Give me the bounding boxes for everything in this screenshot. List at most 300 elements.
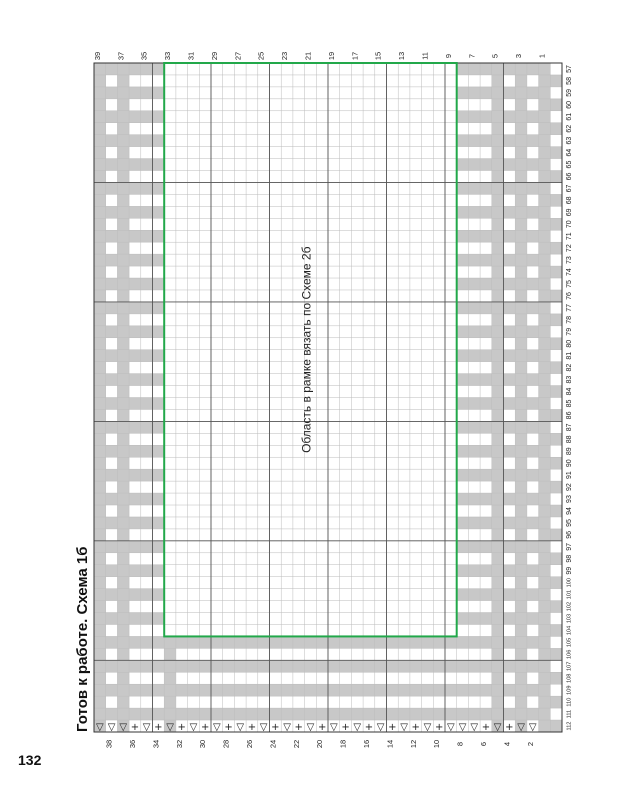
stitch-cell-shaded bbox=[141, 398, 153, 410]
stitch-cell-shaded bbox=[468, 541, 480, 553]
row-label-even: 2 bbox=[525, 741, 535, 747]
stitch-cell-shaded bbox=[94, 565, 106, 577]
stitch-cell-shaded bbox=[422, 708, 434, 720]
stitch-cell-shaded bbox=[457, 636, 469, 648]
stitch-cell-shaded bbox=[527, 135, 539, 147]
stitch-cell-shaded bbox=[550, 409, 562, 421]
stitch-cell-shaded bbox=[129, 445, 141, 457]
stitch-cell-shaded bbox=[398, 708, 410, 720]
stitch-cell-shaded bbox=[515, 266, 527, 278]
stitch-cell-shaded bbox=[211, 684, 223, 696]
stitch-cell-shaded bbox=[515, 636, 527, 648]
stitch-cell-shaded bbox=[305, 636, 317, 648]
stitch-cell-shaded bbox=[457, 87, 469, 99]
stitch-cell-shaded bbox=[457, 541, 469, 553]
stitch-cell-shaded bbox=[515, 326, 527, 338]
stitch-cell-shaded bbox=[129, 708, 141, 720]
row-symbol: ▽ bbox=[470, 722, 479, 734]
stitch-cell-shaded bbox=[515, 206, 527, 218]
column-label: 94 bbox=[565, 507, 573, 515]
stitch-cell-shaded bbox=[468, 350, 480, 362]
stitch-cell-shaded bbox=[539, 493, 551, 505]
stitch-cell-shaded bbox=[504, 374, 516, 386]
stitch-cell-shaded bbox=[550, 386, 562, 398]
stitch-cell-shaded bbox=[129, 660, 141, 672]
stitch-cell-shaded bbox=[515, 553, 527, 565]
row-label-even: 12 bbox=[408, 739, 418, 749]
stitch-cell-shaded bbox=[515, 696, 527, 708]
stitch-cell-shaded bbox=[106, 159, 118, 171]
stitch-cell-shaded bbox=[539, 529, 551, 541]
stitch-cell-shaded bbox=[539, 541, 551, 553]
stitch-cell-shaded bbox=[153, 493, 165, 505]
stitch-cell-shaded bbox=[141, 159, 153, 171]
stitch-cell-shaded bbox=[550, 362, 562, 374]
stitch-cell-shaded bbox=[141, 541, 153, 553]
stitch-cell-shaded bbox=[492, 469, 504, 481]
stitch-cell-shaded bbox=[492, 445, 504, 457]
stitch-cell-shaded bbox=[117, 529, 129, 541]
stitch-cell-shaded bbox=[468, 660, 480, 672]
stitch-cell-shaded bbox=[492, 541, 504, 553]
stitch-cell-shaded bbox=[293, 636, 305, 648]
stitch-cell-shaded bbox=[94, 314, 106, 326]
column-label: 66 bbox=[565, 172, 573, 181]
stitch-cell-shaded bbox=[106, 708, 118, 720]
row-label-odd: 19 bbox=[326, 51, 336, 61]
stitch-cell-shaded bbox=[94, 147, 106, 159]
stitch-cell-shaded bbox=[515, 517, 527, 529]
stitch-cell-shaded bbox=[504, 660, 516, 672]
stitch-cell-shaded bbox=[527, 660, 539, 672]
stitch-cell-shaded bbox=[375, 660, 387, 672]
row-label-odd: 7 bbox=[467, 53, 477, 59]
row-symbol: + bbox=[341, 722, 350, 734]
stitch-cell-shaded bbox=[117, 660, 129, 672]
row-symbol: ▽ bbox=[329, 722, 338, 734]
row-symbol: ▽ bbox=[493, 722, 502, 734]
stitch-cell-shaded bbox=[351, 660, 363, 672]
stitch-cell-shaded bbox=[515, 672, 527, 684]
stitch-cell-shaded bbox=[492, 290, 504, 302]
stitch-cell-shaded bbox=[351, 636, 363, 648]
stitch-cell-shaded bbox=[106, 374, 118, 386]
column-label: 83 bbox=[565, 375, 573, 384]
stitch-cell-shaded bbox=[141, 254, 153, 266]
stitch-cell-shaded bbox=[398, 636, 410, 648]
stitch-cell-shaded bbox=[94, 648, 106, 660]
stitch-cell-shaded bbox=[363, 708, 375, 720]
stitch-cell-shaded bbox=[468, 111, 480, 123]
stitch-cell-shaded bbox=[94, 182, 106, 194]
column-label: 88 bbox=[565, 435, 573, 444]
stitch-cell-shaded bbox=[550, 481, 562, 493]
row-label-odd: 33 bbox=[163, 51, 173, 61]
stitch-cell-shaded bbox=[468, 206, 480, 218]
stitch-cell-shaded bbox=[94, 266, 106, 278]
column-label: 112 bbox=[566, 721, 573, 731]
stitch-cell-shaded bbox=[480, 469, 492, 481]
stitch-cell-shaded bbox=[468, 87, 480, 99]
stitch-cell-shaded bbox=[457, 302, 469, 314]
stitch-cell-shaded bbox=[539, 696, 551, 708]
stitch-cell-shaded bbox=[504, 278, 516, 290]
stitch-cell-shaded bbox=[141, 111, 153, 123]
stitch-cell-shaded bbox=[515, 469, 527, 481]
stitch-cell-shaded bbox=[141, 565, 153, 577]
stitch-cell-shaded bbox=[492, 398, 504, 410]
stitch-cell-shaded bbox=[117, 696, 129, 708]
stitch-cell-shaded bbox=[129, 63, 141, 75]
column-label: 93 bbox=[565, 495, 573, 503]
stitch-cell-shaded bbox=[504, 517, 516, 529]
stitch-cell-shaded bbox=[457, 589, 469, 601]
stitch-cell-shaded bbox=[492, 302, 504, 314]
stitch-cell-shaded bbox=[539, 111, 551, 123]
stitch-cell-shaded bbox=[539, 624, 551, 636]
stitch-cell-shaded bbox=[94, 517, 106, 529]
stitch-cell-shaded bbox=[94, 457, 106, 469]
stitch-cell-shaded bbox=[141, 87, 153, 99]
stitch-cell-shaded bbox=[527, 421, 539, 433]
stitch-cell-shaded bbox=[515, 398, 527, 410]
stitch-cell-shaded bbox=[94, 409, 106, 421]
stitch-cell-shaded bbox=[504, 230, 516, 242]
stitch-cell-shaded bbox=[117, 493, 129, 505]
stitch-cell-shaded bbox=[117, 194, 129, 206]
stitch-cell-shaded bbox=[117, 242, 129, 254]
stitch-cell-shaded bbox=[445, 708, 457, 720]
stitch-cell-shaded bbox=[94, 171, 106, 183]
stitch-cell-shaded bbox=[117, 87, 129, 99]
column-label: 64 bbox=[565, 148, 573, 157]
stitch-cell-shaded bbox=[410, 660, 422, 672]
stitch-cell-shaded bbox=[117, 326, 129, 338]
stitch-cell-shaded bbox=[480, 182, 492, 194]
stitch-cell-shaded bbox=[94, 553, 106, 565]
stitch-cell-shaded bbox=[550, 99, 562, 111]
stitch-cell-shaded bbox=[270, 708, 282, 720]
stitch-cell-shaded bbox=[153, 684, 165, 696]
stitch-cell-shaded bbox=[515, 135, 527, 147]
stitch-cell-shaded bbox=[492, 409, 504, 421]
stitch-cell-shaded bbox=[94, 338, 106, 350]
chart-title: Готов к работе. Схема 1б bbox=[74, 546, 91, 732]
stitch-cell-shaded bbox=[457, 254, 469, 266]
stitch-cell-shaded bbox=[504, 445, 516, 457]
stitch-cell-shaded bbox=[539, 159, 551, 171]
stitch-cell-shaded bbox=[328, 684, 340, 696]
stitch-cell-shaded bbox=[94, 624, 106, 636]
stitch-cell-shaded bbox=[433, 684, 445, 696]
stitch-cell-shaded bbox=[117, 63, 129, 75]
column-label: 102 bbox=[566, 601, 573, 612]
stitch-cell-shaded bbox=[504, 111, 516, 123]
stitch-cell-shaded bbox=[234, 660, 246, 672]
stitch-cell-shaded bbox=[492, 529, 504, 541]
stitch-cell-shaded bbox=[106, 63, 118, 75]
stitch-cell-shaded bbox=[422, 636, 434, 648]
stitch-cell-shaded bbox=[176, 660, 188, 672]
stitch-cell-shaded bbox=[176, 636, 188, 648]
row-label-even: 16 bbox=[361, 739, 371, 749]
stitch-cell-shaded bbox=[539, 206, 551, 218]
stitch-cell-shaded bbox=[492, 672, 504, 684]
stitch-cell-shaded bbox=[515, 194, 527, 206]
stitch-cell-shaded bbox=[153, 636, 165, 648]
column-label: 107 bbox=[566, 661, 573, 671]
stitch-cell-shaded bbox=[141, 684, 153, 696]
row-label-odd: 23 bbox=[280, 51, 290, 61]
stitch-cell-shaded bbox=[422, 684, 434, 696]
stitch-cell-shaded bbox=[351, 708, 363, 720]
stitch-cell-shaded bbox=[457, 326, 469, 338]
stitch-cell-shaded bbox=[504, 684, 516, 696]
stitch-cell-shaded bbox=[504, 589, 516, 601]
stitch-cell-shaded bbox=[94, 636, 106, 648]
stitch-cell-shaded bbox=[515, 589, 527, 601]
row-symbol: + bbox=[388, 722, 397, 734]
stitch-cell-shaded bbox=[468, 302, 480, 314]
stitch-cell-shaded bbox=[328, 660, 340, 672]
stitch-cell-shaded bbox=[153, 135, 165, 147]
stitch-cell-shaded bbox=[117, 541, 129, 553]
row-symbol: ▽ bbox=[119, 722, 128, 734]
stitch-cell-shaded bbox=[117, 708, 129, 720]
stitch-cell-shaded bbox=[457, 230, 469, 242]
row-label-odd: 21 bbox=[303, 51, 313, 61]
stitch-cell-shaded bbox=[305, 660, 317, 672]
stitch-cell-shaded bbox=[153, 182, 165, 194]
stitch-cell-shaded bbox=[141, 589, 153, 601]
stitch-cell-shaded bbox=[94, 302, 106, 314]
stitch-cell-shaded bbox=[117, 206, 129, 218]
stitch-cell-shaded bbox=[117, 565, 129, 577]
stitch-cell-shaded bbox=[492, 326, 504, 338]
stitch-cell-shaded bbox=[94, 684, 106, 696]
stitch-cell-shaded bbox=[550, 577, 562, 589]
row-label-even: 14 bbox=[385, 739, 395, 749]
stitch-cell-shaded bbox=[223, 636, 235, 648]
row-symbol: + bbox=[224, 722, 233, 734]
stitch-cell-shaded bbox=[117, 182, 129, 194]
stitch-cell-shaded bbox=[94, 206, 106, 218]
stitch-cell-shaded bbox=[539, 63, 551, 75]
stitch-cell-shaded bbox=[492, 684, 504, 696]
stitch-cell-shaded bbox=[176, 708, 188, 720]
stitch-cell-shaded bbox=[153, 230, 165, 242]
stitch-cell-shaded bbox=[515, 362, 527, 374]
row-symbol: + bbox=[317, 722, 327, 734]
stitch-cell-shaded bbox=[492, 99, 504, 111]
stitch-cell-shaded bbox=[539, 135, 551, 147]
stitch-cell-shaded bbox=[106, 589, 118, 601]
stitch-cell-shaded bbox=[117, 278, 129, 290]
stitch-cell-shaded bbox=[515, 565, 527, 577]
stitch-cell-shaded bbox=[387, 684, 399, 696]
stitch-cell-shaded bbox=[492, 314, 504, 326]
stitch-cell-shaded bbox=[550, 433, 562, 445]
column-label: 99 bbox=[565, 566, 573, 575]
stitch-cell-shaded bbox=[106, 421, 118, 433]
column-label: 77 bbox=[565, 304, 573, 312]
stitch-cell-shaded bbox=[492, 159, 504, 171]
stitch-cell-shaded bbox=[492, 111, 504, 123]
column-label: 69 bbox=[565, 208, 573, 217]
stitch-cell-shaded bbox=[141, 421, 153, 433]
stitch-cell-shaded bbox=[492, 194, 504, 206]
stitch-cell-shaded bbox=[539, 75, 551, 87]
row-label-odd: 1 bbox=[537, 53, 547, 59]
stitch-cell-shaded bbox=[539, 421, 551, 433]
stitch-cell-shaded bbox=[106, 613, 118, 625]
column-label: 78 bbox=[565, 315, 573, 324]
row-symbol: ▽ bbox=[400, 722, 408, 734]
column-label: 105 bbox=[566, 637, 573, 648]
stitch-cell-shaded bbox=[270, 636, 282, 648]
stitch-cell-shaded bbox=[492, 75, 504, 87]
column-label: 104 bbox=[566, 625, 573, 636]
stitch-cell-shaded bbox=[106, 111, 118, 123]
stitch-cell-shaded bbox=[515, 505, 527, 517]
stitch-cell-shaded bbox=[117, 374, 129, 386]
stitch-cell-shaded bbox=[492, 660, 504, 672]
stitch-cell-shaded bbox=[527, 613, 539, 625]
stitch-cell-shaded bbox=[129, 613, 141, 625]
stitch-cell-shaded bbox=[515, 433, 527, 445]
row-label-even: 30 bbox=[198, 739, 208, 749]
stitch-cell-shaded bbox=[515, 529, 527, 541]
column-label: 109 bbox=[566, 685, 573, 695]
stitch-cell-shaded bbox=[492, 230, 504, 242]
stitch-cell-shaded bbox=[305, 684, 317, 696]
column-label: 60 bbox=[565, 100, 573, 109]
stitch-cell-shaded bbox=[141, 278, 153, 290]
stitch-cell-shaded bbox=[422, 660, 434, 672]
stitch-cell-shaded bbox=[539, 386, 551, 398]
stitch-cell-shaded bbox=[480, 111, 492, 123]
stitch-cell-shaded bbox=[316, 684, 328, 696]
stitch-cell-shaded bbox=[106, 398, 118, 410]
stitch-cell-shaded bbox=[153, 565, 165, 577]
stitch-cell-shaded bbox=[316, 660, 328, 672]
stitch-cell-shaded bbox=[410, 684, 422, 696]
stitch-cell-shaded bbox=[480, 636, 492, 648]
stitch-cell-shaded bbox=[94, 290, 106, 302]
stitch-cell-shaded bbox=[94, 230, 106, 242]
stitch-cell-shaded bbox=[117, 159, 129, 171]
stitch-cell-shaded bbox=[539, 660, 551, 672]
row-label-odd: 13 bbox=[397, 51, 407, 61]
stitch-cell-shaded bbox=[550, 75, 562, 87]
stitch-cell-shaded bbox=[106, 469, 118, 481]
stitch-cell-shaded bbox=[270, 660, 282, 672]
stitch-cell-shaded bbox=[117, 469, 129, 481]
stitch-cell-shaded bbox=[234, 684, 246, 696]
stitch-cell-shaded bbox=[539, 147, 551, 159]
stitch-cell-shaded bbox=[515, 278, 527, 290]
stitch-cell-shaded bbox=[539, 254, 551, 266]
stitch-cell-shaded bbox=[141, 182, 153, 194]
stitch-cell-shaded bbox=[515, 648, 527, 660]
stitch-cell-shaded bbox=[457, 206, 469, 218]
stitch-cell-shaded bbox=[375, 708, 387, 720]
stitch-cell-shaded bbox=[457, 660, 469, 672]
stitch-cell-shaded bbox=[457, 159, 469, 171]
stitch-cell-shaded bbox=[539, 266, 551, 278]
stitch-cell-shaded bbox=[492, 171, 504, 183]
stitch-cell-shaded bbox=[515, 409, 527, 421]
stitch-cell-shaded bbox=[539, 123, 551, 135]
row-symbol: ▽ bbox=[259, 722, 268, 734]
stitch-cell-shaded bbox=[527, 684, 539, 696]
stitch-cell-shaded bbox=[539, 457, 551, 469]
stitch-cell-shaded bbox=[539, 684, 551, 696]
stitch-cell-shaded bbox=[141, 445, 153, 457]
stitch-cell-shaded bbox=[141, 326, 153, 338]
stitch-cell-shaded bbox=[492, 589, 504, 601]
stitch-cell-shaded bbox=[199, 684, 211, 696]
column-label: 80 bbox=[565, 339, 573, 348]
stitch-cell-shaded bbox=[550, 314, 562, 326]
stitch-cell-shaded bbox=[94, 601, 106, 613]
row-symbol: ▽ bbox=[376, 722, 385, 734]
stitch-cell-shaded bbox=[492, 147, 504, 159]
stitch-cell-shaded bbox=[480, 517, 492, 529]
stitch-cell-shaded bbox=[527, 182, 539, 194]
row-symbol: ▽ bbox=[306, 722, 315, 734]
stitch-cell-shaded bbox=[117, 601, 129, 613]
stitch-cell-shaded bbox=[492, 350, 504, 362]
stitch-cell-shaded bbox=[117, 398, 129, 410]
stitch-cell-shaded bbox=[106, 206, 118, 218]
stitch-cell-shaded bbox=[387, 636, 399, 648]
stitch-cell-shaded bbox=[480, 660, 492, 672]
stitch-cell-shaded bbox=[141, 374, 153, 386]
stitch-cell-shaded bbox=[504, 254, 516, 266]
stitch-cell-shaded bbox=[94, 326, 106, 338]
stitch-cell-shaded bbox=[94, 445, 106, 457]
stitch-cell-shaded bbox=[94, 63, 106, 75]
stitch-cell-shaded bbox=[550, 147, 562, 159]
stitch-cell-shaded bbox=[527, 708, 539, 720]
stitch-cell-shaded bbox=[94, 660, 106, 672]
stitch-cell-shaded bbox=[539, 99, 551, 111]
row-symbol: ▽ bbox=[142, 722, 151, 734]
row-label-odd: 29 bbox=[209, 51, 219, 61]
stitch-cell-shaded bbox=[281, 636, 293, 648]
row-label-odd: 31 bbox=[186, 51, 196, 61]
stitch-cell-shaded bbox=[129, 350, 141, 362]
stitch-cell-shaded bbox=[117, 230, 129, 242]
row-symbol: ▽ bbox=[423, 722, 432, 734]
stitch-cell-shaded bbox=[492, 386, 504, 398]
stitch-cell-shaded bbox=[492, 493, 504, 505]
stitch-cell-shaded bbox=[539, 374, 551, 386]
stitch-cell-shaded bbox=[223, 684, 235, 696]
column-label: 76 bbox=[565, 292, 573, 300]
stitch-cell-shaded bbox=[316, 636, 328, 648]
stitch-cell-shaded bbox=[480, 159, 492, 171]
stitch-cell-shaded bbox=[153, 469, 165, 481]
stitch-cell-shaded bbox=[94, 398, 106, 410]
column-label: 57 bbox=[565, 65, 573, 73]
stitch-cell-shaded bbox=[129, 421, 141, 433]
stitch-cell-shaded bbox=[117, 457, 129, 469]
stitch-cell-shaded bbox=[492, 577, 504, 589]
stitch-cell-shaded bbox=[94, 589, 106, 601]
stitch-cell-shaded bbox=[410, 636, 422, 648]
